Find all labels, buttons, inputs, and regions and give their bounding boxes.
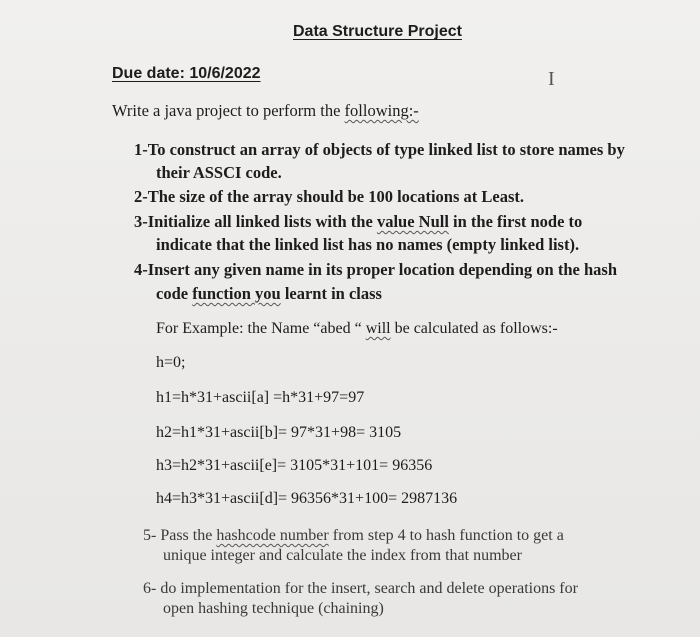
step-6-line-1: 6- do implementation for the insert, search and delete operations for [143,580,578,597]
item-4-text-a: code [156,284,193,303]
step-5-text-b: from step 4 to hash function to get a [328,527,564,544]
formula-h1: h1=h*31+ascii[a] =h*31+97=97 [156,389,365,406]
item-2: 2-The size of the array should be 100 locations at Least. [134,187,525,206]
example-text-b: be calculated as follows:- [390,320,558,337]
example-intro [156,320,558,338]
formula-h2: h2=h1*31+ascii[b]= 97*31+98= 3105 [156,424,402,441]
item-4-line-2 [156,284,382,304]
formula-h0: h=0; [156,354,186,371]
step-5-hashcode-number: hashcode number [216,527,329,544]
item-4-line-1: 4-Insert any given name in its proper location depending on the hash [134,260,617,279]
intro-following: following:- [344,101,419,120]
intro-text: Write a java project to perform the [112,101,345,120]
item-3-line-1 [134,212,582,232]
example-text-a: For Example: the Name “abed “ [156,320,366,337]
formula-h3: h3=h2*31+ascii[e]= 3105*31+101= 96356 [156,457,433,474]
item-1-line-2: their ASSCI code. [156,163,282,182]
step-5-text-a: 5- Pass the [143,527,217,544]
example-will: will [365,320,391,337]
page-title: Data Structure Project [293,23,462,40]
formula-h4: h4=h3*31+ascii[d]= 96356*31+100= 2987136 [156,490,458,507]
due-date: Due date: 10/6/2022 [112,65,261,82]
item-3-text-b: in the first node to [448,212,583,231]
step-5-line-2: unique integer and calculate the index from that number [163,547,522,564]
intro-line [112,101,419,121]
item-3-text-a: 3-Initialize all linked lists with the [134,212,377,231]
step-6-line-2: open hashing technique (chaining) [163,600,384,617]
text-cursor-icon: I [548,68,555,90]
item-4-text-b: learnt in class [280,284,382,303]
item-1-line-1: 1-To construct an array of objects of type linked list to store names by [134,140,625,159]
item-3-line-2: indicate that the linked list has no names (empty linked list). [156,235,580,254]
item-4-function-you: function you [192,284,281,303]
step-5-line-1 [143,527,564,545]
item-3-value-null: value Null [376,212,449,231]
